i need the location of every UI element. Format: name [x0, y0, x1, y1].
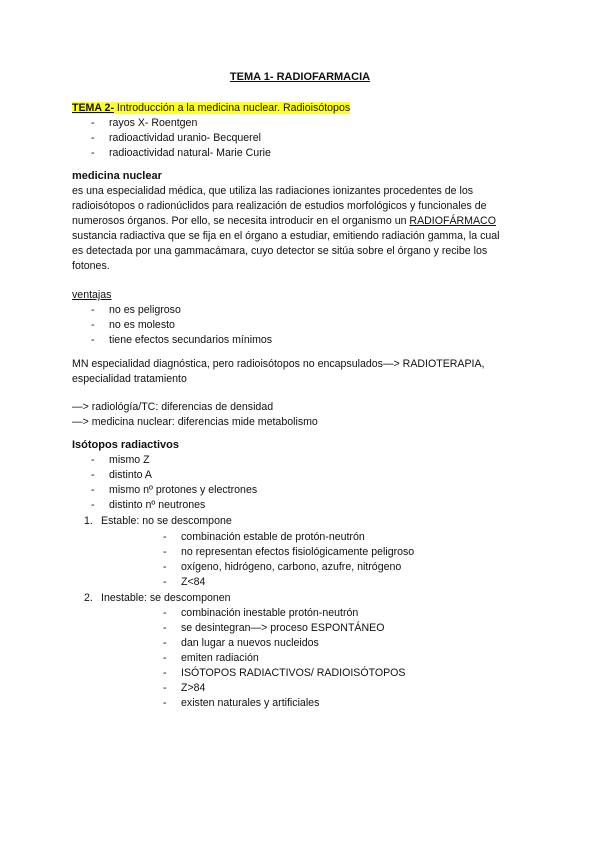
list-item: combinación inestable protón-neutrón [181, 607, 359, 619]
numbered-item: Inestable: se descomponen [101, 592, 231, 604]
bullet: - [163, 531, 167, 543]
bullet: - [163, 682, 167, 694]
bullet: - [91, 484, 95, 496]
list-item: no representan efectos fisiológicamente peligroso [181, 546, 415, 558]
bullet: - [91, 117, 95, 129]
list-item: dan lugar a nuevos nucleidos [181, 637, 319, 649]
list-item: rayos X- Roentgen [109, 117, 198, 129]
list-item: mismo Z [109, 454, 150, 466]
tema2-heading [72, 101, 350, 115]
paragraph-text: numerosos órganos. Por ello, se necesita introducir en el organismo un [72, 215, 410, 227]
arrow-line: —> medicina nuclear: diferencias mide metabolismo [72, 416, 318, 428]
paragraph-line: es una especialidad médica, que utiliza las radiaciones ionizantes procedentes de los [72, 185, 474, 197]
bullet: - [91, 334, 95, 346]
list-item: se desintegran—> proceso ESPONTÁNEO [181, 622, 385, 634]
bullet: - [163, 637, 167, 649]
paragraph-line: fotones. [72, 260, 110, 272]
list-item: radioactividad uranio- Becquerel [109, 132, 261, 144]
list-item: Z>84 [181, 682, 206, 694]
tema2-label: TEMA 2- [72, 102, 114, 114]
bullet: - [163, 561, 167, 573]
bullet: - [163, 622, 167, 634]
list-item: emiten radiación [181, 652, 259, 664]
list-number: 2. [84, 592, 93, 604]
arrow-line: —> radiológía/TC: diferencias de densidad [72, 401, 274, 413]
paragraph-line: sustancia radiactiva que se fija en el órgano a estudiar, emitiendo radiación gamma, la cual [72, 230, 500, 242]
page-title: TEMA 1- RADIOFARMACIA [229, 71, 371, 83]
bullet: - [163, 546, 167, 558]
bullet: - [91, 147, 95, 159]
bullet: - [91, 319, 95, 331]
bullet: - [91, 499, 95, 511]
bullet: - [163, 697, 167, 709]
bullet: - [91, 132, 95, 144]
list-item: ISÓTOPOS RADIACTIVOS/ RADIOISÓTOPOS [181, 667, 406, 679]
paragraph-line: es detectada por una gammacámara, cuyo detector se sitúa sobre el órgano y recibe los [72, 245, 488, 257]
bullet: - [163, 576, 167, 588]
radiofarmaco-term: RADIOFÁRMACO [409, 215, 496, 227]
list-item: no es peligroso [109, 304, 181, 316]
list-item: combinación estable de protón-neutrón [181, 531, 365, 543]
bullet: - [91, 304, 95, 316]
paragraph-line [72, 214, 496, 228]
list-item: existen naturales y artificiales [181, 697, 320, 709]
list-item: radioactividad natural- Marie Curie [109, 147, 271, 159]
ventajas-heading: ventajas [72, 289, 112, 301]
bullet: - [163, 652, 167, 664]
bullet: - [163, 667, 167, 679]
tema2-text: Introducción a la medicina nuclear. Radioisótopos [113, 102, 351, 114]
list-item: oxígeno, hidrógeno, carbono, azufre, nitrógeno [181, 561, 402, 573]
paragraph-line: radioisótopos o radionúclidos para realización de estudios morfológicos y funcionales de [72, 200, 487, 212]
section-heading: medicina nuclear [72, 170, 162, 182]
section-heading: Isótopos radiactivos [72, 439, 179, 451]
list-item: Z<84 [181, 576, 206, 588]
list-item: tiene efectos secundarios mínimos [109, 334, 273, 346]
paragraph-line: MN especialidad diagnóstica, pero radioisótopos no encapsulados—> RADIOTERAPIA, [72, 358, 485, 370]
list-item: no es molesto [109, 319, 175, 331]
list-number: 1. [84, 515, 93, 527]
bullet: - [91, 469, 95, 481]
bullet: - [163, 607, 167, 619]
paragraph-line: especialidad tratamiento [72, 373, 187, 385]
numbered-item: Estable: no se descompone [101, 515, 232, 527]
list-item: distinto A [109, 469, 152, 481]
list-item: mismo nº protones y electrones [109, 484, 258, 496]
bullet: - [91, 454, 95, 466]
list-item: distinto nº neutrones [109, 499, 206, 511]
